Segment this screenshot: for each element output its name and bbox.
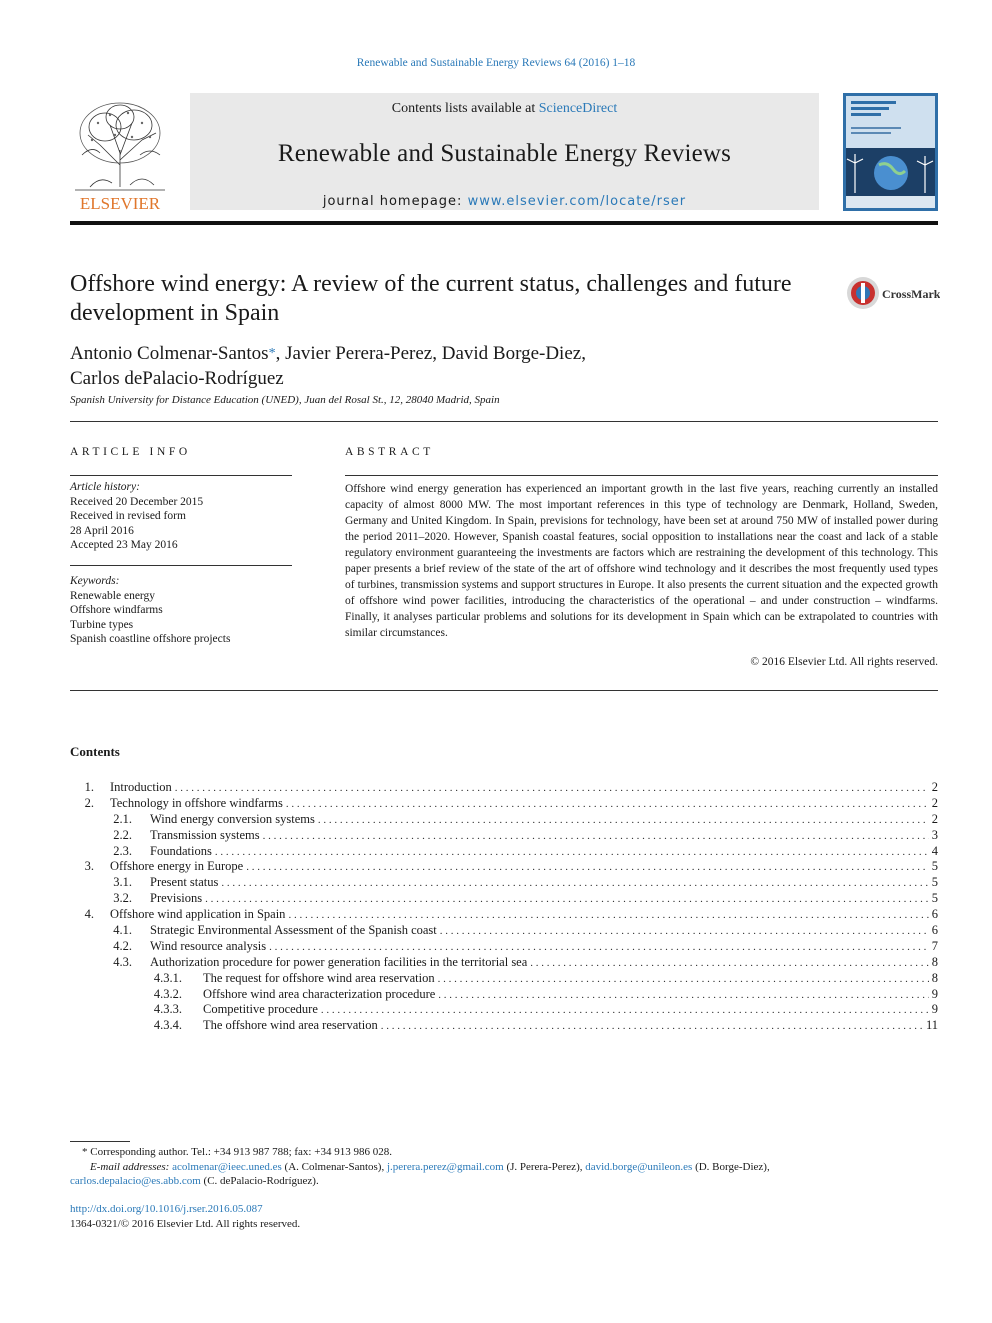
crossmark-badge[interactable] [845, 275, 940, 311]
toc-leader [321, 1003, 929, 1019]
toc-page-number: 2 [931, 795, 938, 810]
toc-leader [438, 972, 929, 988]
homepage-prefix: journal homepage: [322, 194, 468, 209]
toc-page-number: 3 [931, 827, 938, 842]
article-info-heading: ARTICLE INFO [70, 446, 191, 458]
toc-page-number: 11 [925, 1018, 938, 1033]
email-link[interactable]: j.perera.perez@gmail.com [386, 1160, 504, 1173]
divider [345, 475, 938, 476]
abstract-text: Offshore wind energy generation has experienced an important growth in the last five years, reaching currently an installed capacity of almost 8000 MW. The most important references in this type of technology are Denmark, Holland, Sweden, Germany and United Kingdom. In Spain, previsions for technology, have been set at around 750 MW of installed power during the period 2011–2020. However, Spanish coastal features, social opposition to installations near the coast and lack of a stable regulatory environment guaranteeing the investments are factors which are restraining the development of this technology. This paper presents a brief review of the state of the art of offshore wind technology and it describes the most frequently used types of turbines, transmission systems and support structures in Europe. It also presents the current situation and the expected growth of offshore wind power facilities, introducing the characteristics of the operational – and under construction – windfarms. Finally, it analyses particular problems and solutions for its development in Spain which can be extrapolated to countries with similar circumstances. [345, 483, 938, 639]
toc-number: 4. [84, 907, 94, 922]
table-of-contents [70, 780, 938, 1034]
issn-copyright: 1364-0321/© 2016 Elsevier Ltd. All rights reserved. [70, 1217, 301, 1230]
toc-leader [215, 845, 929, 861]
toc-leader [205, 892, 929, 908]
toc-entry[interactable] [70, 955, 938, 971]
journal-cover-icon [843, 93, 938, 211]
toc-entry[interactable] [70, 987, 938, 1003]
toc-page-number: 6 [931, 923, 938, 938]
toc-label[interactable]: Competitive procedure [203, 1002, 318, 1017]
keyword: Spanish coastline offshore projects [70, 633, 231, 646]
author-1: Antonio Colmenar-Santos [70, 343, 269, 364]
toc-label[interactable]: Present status [150, 875, 219, 890]
toc-entry[interactable] [70, 812, 938, 828]
journal-citation[interactable]: Renewable and Sustainable Energy Reviews 64 (2016) 1–18 [356, 57, 636, 69]
history-item: 28 April 2016 [70, 524, 134, 537]
contents-title: Contents [70, 744, 120, 759]
article-title: Offshore wind energy: A review of the current status, challenges and future development in Spain [70, 271, 792, 326]
keyword: Turbine types [70, 618, 134, 631]
keyword: Renewable energy [70, 589, 156, 602]
toc-leader [175, 781, 929, 797]
toc-leader [221, 876, 928, 892]
history-label: Article history: [70, 481, 140, 493]
crossmark-icon[interactable] [845, 275, 940, 311]
toc-entry[interactable] [70, 859, 938, 875]
history-item: Accepted 23 May 2016 [70, 539, 178, 552]
toc-leader [530, 956, 928, 972]
affiliation: Spanish University for Distance Education (UNED), Juan del Rosal St., 12, 28040 Madrid, Spain [70, 394, 500, 406]
toc-page-number: 6 [931, 907, 938, 922]
email-owner: (C. dePalacio-Rodríguez). [200, 1175, 319, 1187]
email-owner: (D. Borge-Diez), [692, 1160, 770, 1173]
toc-page-number: 2 [931, 780, 938, 794]
toc-number: 3.2. [113, 891, 132, 906]
toc-page-number: 5 [931, 875, 938, 890]
toc-leader [263, 829, 929, 845]
toc-leader [269, 940, 929, 956]
toc-number: 4.1. [113, 923, 132, 938]
toc-label[interactable]: Strategic Environmental Assessment of the Spanish coast [150, 923, 437, 938]
toc-page-number: 8 [931, 970, 938, 985]
toc-label[interactable]: Previsions [150, 891, 203, 906]
divider [70, 475, 292, 476]
header-rule [70, 221, 938, 225]
author-4: Carlos dePalacio-Rodríguez [70, 368, 284, 389]
keywords [70, 574, 292, 647]
journal-cover-image [843, 93, 938, 211]
toc-number: 4.3.1. [153, 970, 182, 985]
toc-label[interactable]: Wind resource analysis [150, 938, 267, 953]
toc-number: 4.3. [113, 954, 132, 969]
toc-number: 3. [84, 859, 94, 874]
history-item: Received 20 December 2015 [70, 495, 204, 508]
toc-entry[interactable] [70, 1002, 938, 1018]
toc-label[interactable]: Offshore wind area characterization procedure [203, 986, 436, 1001]
toc-entry[interactable] [70, 780, 938, 796]
doi-link[interactable]: http://dx.doi.org/10.1016/j.rser.2016.05.087 [70, 1203, 263, 1215]
toc-entry[interactable] [70, 828, 938, 844]
toc-entry[interactable] [70, 1018, 938, 1034]
abstract-copyright: © 2016 Elsevier Ltd. All rights reserved. [750, 656, 938, 668]
toc-entry[interactable] [70, 907, 938, 923]
authors-rest: , Javier Perera-Perez, David Borge-Diez, [275, 343, 586, 364]
toc-number: 4.3.4. [153, 1018, 182, 1033]
toc-entry[interactable] [70, 875, 938, 891]
toc-number: 1. [84, 780, 94, 794]
toc-page-number: 7 [931, 938, 938, 953]
history-item: Received in revised form [70, 510, 186, 523]
toc-page-number: 4 [931, 843, 938, 858]
journal-homepage [190, 194, 819, 209]
doi-block [70, 1202, 300, 1231]
author-list [70, 341, 770, 391]
toc-label[interactable]: Offshore energy in Europe [110, 859, 244, 874]
toc-page-number: 5 [931, 891, 938, 906]
toc-label[interactable]: Authorization procedure for power generation facilities in the territorial sea [150, 954, 528, 969]
divider [70, 565, 292, 566]
keywords-label: Keywords: [70, 575, 120, 587]
toc-label[interactable]: Wind energy conversion systems [150, 811, 315, 826]
email-link[interactable]: carlos.depalacio@es.abb.com [70, 1175, 201, 1187]
toc-leader [440, 924, 929, 940]
toc-page-number: 5 [931, 859, 938, 874]
divider [70, 421, 938, 422]
toc-entry[interactable] [70, 844, 938, 860]
toc-label[interactable]: Transmission systems [150, 827, 260, 842]
elsevier-tree-icon [70, 95, 170, 213]
toc-entry[interactable] [70, 891, 938, 907]
toc-label[interactable]: Offshore wind application in Spain [110, 907, 286, 922]
toc-entry[interactable] [70, 796, 938, 812]
toc-label[interactable]: The offshore wind area reservation [203, 1018, 378, 1033]
toc-leader [438, 988, 928, 1004]
corresponding-author-mark[interactable]: * [268, 346, 276, 361]
email-link[interactable]: david.borge@unileon.es [585, 1160, 693, 1173]
toc-label[interactable]: Introduction [110, 780, 172, 794]
abstract-heading: ABSTRACT [345, 446, 434, 458]
toc-number: 2.2. [113, 827, 132, 842]
toc-number: 3.1. [113, 875, 132, 890]
toc-label[interactable]: Foundations [150, 843, 212, 858]
divider [70, 690, 938, 691]
toc-page-number: 8 [931, 954, 938, 969]
toc-page-number: 9 [931, 986, 938, 1001]
toc-label[interactable]: The request for offshore wind area reservation [203, 970, 435, 985]
journal-title: Renewable and Sustainable Energy Reviews [277, 140, 732, 167]
toc-leader [318, 813, 929, 829]
toc-leader [246, 860, 929, 876]
keyword: Offshore windfarms [70, 604, 163, 617]
toc-number: 2. [84, 795, 94, 810]
email-owner: (A. Colmenar-Santos), [281, 1160, 387, 1173]
toc-number: 2.3. [113, 843, 132, 858]
footnote-rule [70, 1141, 130, 1142]
toc-label[interactable]: Technology in offshore windfarms [110, 795, 283, 810]
toc-number: 4.2. [113, 938, 132, 953]
svg-text:ELSEVIER: ELSEVIER [79, 194, 161, 213]
toc-leader [286, 797, 929, 813]
toc-page-number: 2 [931, 811, 938, 826]
email-link[interactable]: acolmenar@ieec.uned.es [172, 1160, 282, 1173]
article-history [70, 480, 292, 553]
elsevier-logo [70, 95, 170, 213]
email-label: E-mail addresses: [90, 1160, 173, 1173]
toc-leader [381, 1019, 923, 1035]
toc-page-number: 9 [931, 1002, 938, 1017]
svg-text:CrossMark: CrossMark [882, 287, 940, 301]
corresponding-author-note: * Corresponding author. Tel.: +34 913 987 788; fax: +34 913 986 028. [82, 1146, 392, 1158]
toc-number: 4.3.2. [153, 986, 182, 1001]
toc-entry[interactable] [70, 971, 938, 987]
email-owner: (J. Perera-Perez), [503, 1160, 586, 1173]
footnotes [70, 1145, 938, 1189]
sciencedirect-link[interactable]: ScienceDirect [538, 101, 618, 116]
toc-leader [288, 908, 928, 924]
contents-prefix: Contents lists available at [391, 101, 539, 116]
contents-availability [190, 101, 819, 117]
toc-number: 4.3.3. [153, 1002, 182, 1017]
toc-number: 2.1. [113, 811, 132, 826]
toc-entry[interactable] [70, 923, 938, 939]
homepage-link[interactable]: www.elsevier.com/locate/rser [467, 194, 687, 209]
toc-entry[interactable] [70, 939, 938, 955]
